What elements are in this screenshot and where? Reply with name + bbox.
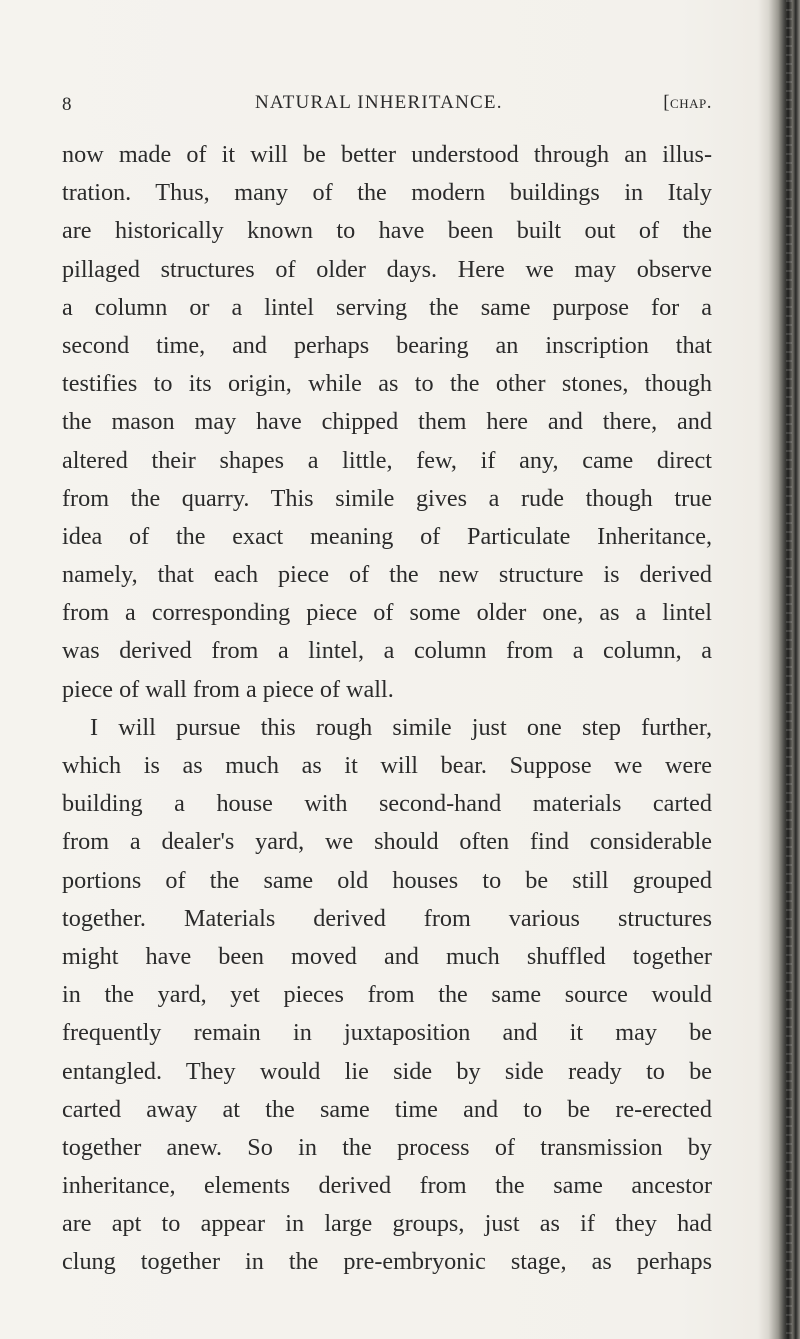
chapter-abbreviation: [chap.	[663, 92, 712, 113]
text-line: in the yard, yet pieces from the same source would	[62, 981, 712, 1009]
text-line: carted away at the same time and to be re-erected	[62, 1095, 712, 1123]
running-title: NATURAL INHERITANCE.	[255, 92, 503, 113]
text-line: namely, that each piece of the new structure is derived	[62, 561, 712, 589]
text-line: the mason may have chipped them here and there, and	[62, 408, 712, 436]
body-text	[62, 136, 712, 1282]
text-line: testifies to its origin, while as to the other stones, though	[62, 370, 712, 398]
text-line: altered their shapes a little, few, if any, came direct	[62, 446, 712, 474]
text-line: together anew. So in the process of transmission by	[62, 1133, 712, 1161]
text-line: second time, and perhaps bearing an inscription that	[62, 331, 712, 359]
text-line: idea of the exact meaning of Particulate Inheritance,	[62, 522, 712, 550]
text-line: I will pursue this rough simile just one step further,	[90, 713, 712, 741]
book-binding-edge	[758, 0, 800, 1339]
text-line: entangled. They would lie side by side ready to be	[62, 1057, 712, 1085]
text-line: together. Materials derived from various structures	[62, 904, 712, 932]
text-line: piece of wall from a piece of wall.	[62, 675, 394, 703]
text-line: from the quarry. This simile gives a rude though true	[62, 484, 712, 512]
text-line: are apt to appear in large groups, just as if they had	[62, 1210, 712, 1238]
text-line: now made of it will be better understood through an illus-	[62, 141, 712, 168]
text-line: might have been moved and much shuffled together	[62, 942, 712, 970]
text-line: clung together in the pre-embryonic stage, as perhaps	[62, 1248, 712, 1276]
text-line: tration. Thus, many of the modern buildings in Italy	[62, 179, 712, 207]
text-line: building a house with second-hand materials carted	[62, 790, 712, 818]
page-number: 8	[62, 94, 72, 115]
text-line: was derived from a lintel, a column from a column, a	[62, 637, 712, 665]
text-line: which is as much as it will bear. Suppose we were	[62, 752, 712, 779]
text-line: are historically known to have been built out of the	[62, 217, 712, 245]
page-header	[62, 92, 712, 120]
text-line: from a dealer's yard, we should often find considerable	[62, 828, 712, 856]
text-line: pillaged structures of older days. Here we may observe	[62, 255, 712, 283]
text-line: from a corresponding piece of some older one, as a lintel	[62, 599, 712, 627]
text-line: a column or a lintel serving the same purpose for a	[62, 293, 712, 321]
text-line: inheritance, elements derived from the same ancestor	[62, 1172, 712, 1200]
text-line: frequently remain in juxtaposition and it may be	[62, 1019, 712, 1047]
text-line: portions of the same old houses to be still grouped	[62, 866, 712, 894]
